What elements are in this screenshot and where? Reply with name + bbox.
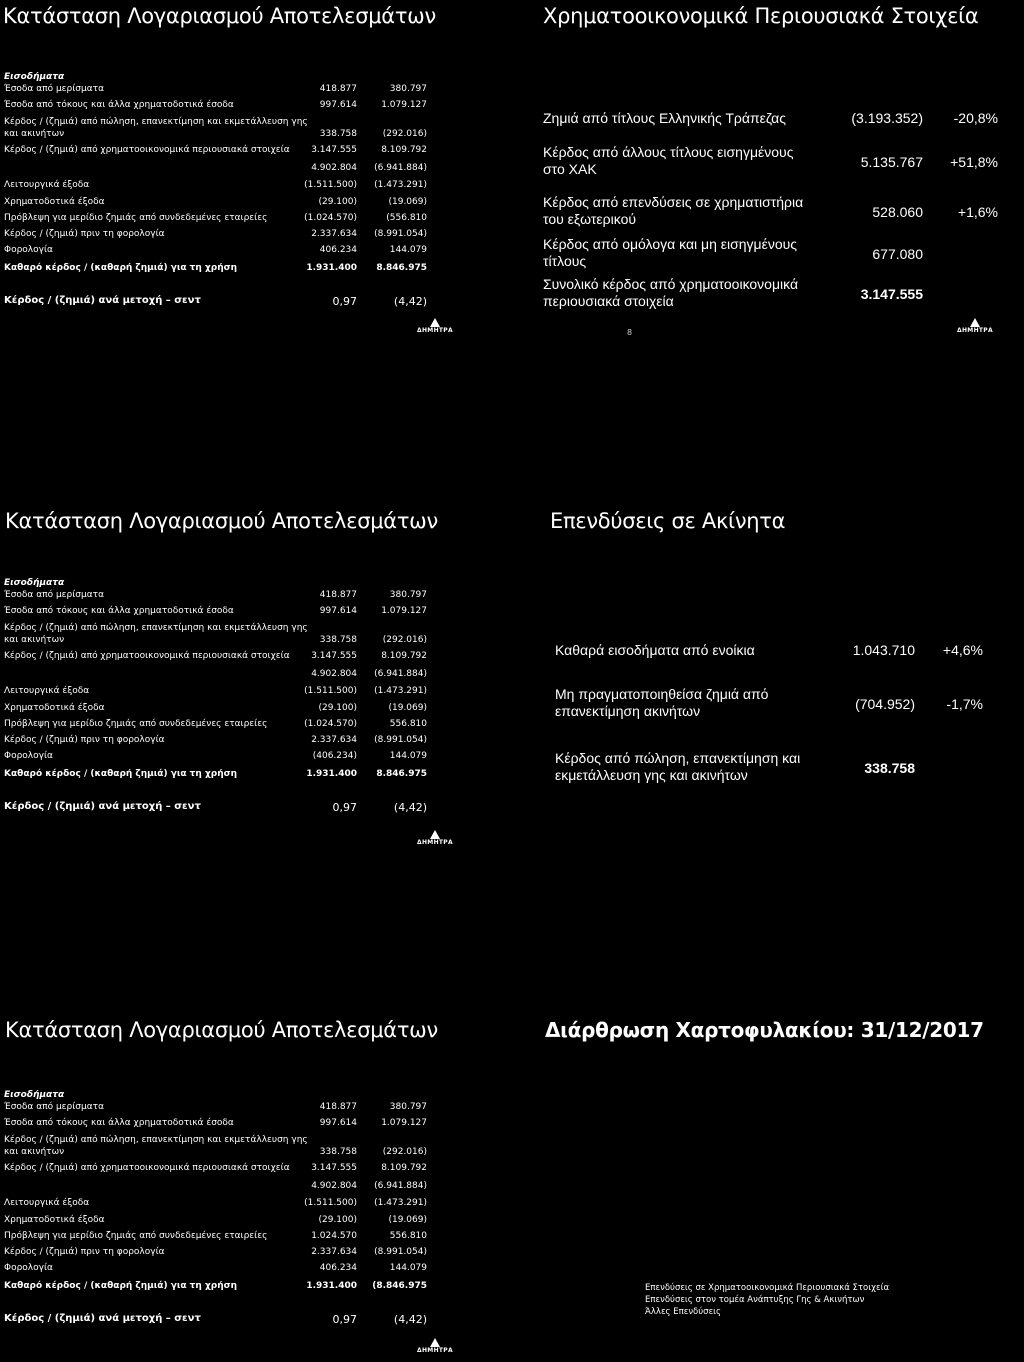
item-label: Κέρδος από επενδύσεις σε χρηματιστήρια του εξωτερικού bbox=[543, 194, 804, 227]
value-2016: (19.069) bbox=[388, 197, 427, 207]
item-label: Καθαρά εισοδήματα από ενοίκια bbox=[555, 642, 755, 658]
portfolio-legend bbox=[645, 1282, 1005, 1318]
value-2016: (4,42) bbox=[393, 1313, 427, 1326]
value-2016: 556.810 bbox=[389, 719, 427, 729]
value-2016: 380.797 bbox=[389, 84, 427, 94]
logo-triangle-icon bbox=[970, 318, 980, 327]
value-2016: (19.069) bbox=[388, 703, 427, 713]
value-2016: (292.016) bbox=[382, 129, 427, 139]
row-label: Έσοδα από μερίσματα bbox=[4, 590, 105, 600]
page-number: 8 bbox=[627, 328, 633, 337]
item-percent: +1,6% bbox=[957, 204, 998, 220]
row-label: Κέρδος / (ζημιά) ανά μετοχή – σεντ bbox=[4, 801, 201, 812]
value-2016: 8.109.792 bbox=[381, 651, 427, 661]
real-estate-list bbox=[555, 642, 1015, 792]
item-value: 338.758 bbox=[864, 760, 915, 776]
value-2017: (1.511.500) bbox=[304, 180, 357, 190]
logo-text: ΔΗΜΗΤΡΑ bbox=[417, 1347, 453, 1354]
row-label: Χρηματοδοτικά έξοδα bbox=[4, 197, 105, 207]
list-item bbox=[543, 194, 1013, 230]
legend-entry: Επενδύσεις σε Χρηματοοικονομικά Περιουσιακά Στοιχεία bbox=[645, 1283, 890, 1293]
row-label: Έσοδα από τόκους και άλλα χρηματοδοτικά έσοδα bbox=[4, 606, 234, 616]
value-2016: (6.941.884) bbox=[374, 669, 427, 679]
portfolio-structure-title: Διάρθρωση Χαρτοφυλακίου: 31/12/2017 bbox=[545, 1018, 984, 1042]
legend-entry: Άλλες Επενδύσεις bbox=[645, 1307, 722, 1317]
table-row bbox=[4, 1215, 434, 1227]
value-2017: 0,97 bbox=[332, 1313, 357, 1326]
row-label: Κέρδος / (ζημιά) ανά μετοχή – σεντ bbox=[4, 295, 201, 306]
income-statement-title-2: Κατάσταση Λογαριασμού Αποτελεσμάτων bbox=[5, 509, 438, 533]
row-label: Καθαρό κέρδος / (καθαρή ζημιά) για τη χρήση bbox=[4, 263, 238, 273]
row-label: Κέρδος / (ζημιά) από πώληση, επανεκτίμηση και εκμετάλλευση γης bbox=[4, 1135, 308, 1145]
item-label: Συνολικό κέρδος από χρηματοοικονομικά περιουσιακά στοιχεία bbox=[543, 276, 799, 309]
row-label: Κέρδος / (ζημιά) από χρηματοοικονομικά περιουσιακά στοιχεία bbox=[4, 1163, 290, 1173]
value-2016: (292.016) bbox=[382, 635, 427, 645]
value-2017: 406.234 bbox=[319, 245, 357, 255]
table-row bbox=[4, 100, 434, 112]
logo-triangle-icon bbox=[430, 318, 440, 327]
value-2017: 4.902.804 bbox=[311, 1181, 357, 1191]
row-label: Φορολογία bbox=[4, 1263, 53, 1273]
row-label: Πρόβλεψη για μερίδιο ζημιάς από συνδεδεμένες εταιρείες bbox=[4, 719, 268, 729]
value-2016: (8.846.975 bbox=[372, 1281, 427, 1291]
item-value: (3.193.352) bbox=[851, 110, 923, 126]
value-2016: 8.846.975 bbox=[376, 769, 427, 779]
value-2016: (8.991.054) bbox=[374, 1247, 427, 1257]
value-2017: 2.337.634 bbox=[311, 735, 357, 745]
value-2016: (1.473.291) bbox=[374, 1198, 427, 1208]
list-item bbox=[555, 642, 1015, 662]
value-2016: (19.069) bbox=[388, 1215, 427, 1225]
value-2017: 1.931.400 bbox=[306, 263, 357, 273]
item-label: Κέρδος από ομόλογα και μη εισηγμένους τίτλους bbox=[543, 236, 798, 269]
value-2017: (1.024.570) bbox=[304, 719, 357, 729]
value-2016: 1.079.127 bbox=[381, 1118, 427, 1128]
table-row bbox=[4, 245, 434, 257]
value-2017: 338.758 bbox=[319, 129, 357, 139]
row-label: Έσοδα από μερίσματα bbox=[4, 84, 105, 94]
table-row bbox=[4, 1147, 434, 1159]
value-2017: (29.100) bbox=[318, 197, 357, 207]
value-2016: 8.109.792 bbox=[381, 145, 427, 155]
value-2017: 1.931.400 bbox=[306, 769, 357, 779]
value-2016: 8.109.792 bbox=[381, 1163, 427, 1173]
value-2017: 3.147.555 bbox=[311, 145, 357, 155]
list-item bbox=[555, 686, 1015, 722]
value-2017: 338.758 bbox=[319, 1147, 357, 1157]
real-estate-title: Επενδύσεις σε Ακίνητα bbox=[550, 509, 786, 533]
income-statement-table-1 bbox=[4, 72, 474, 332]
row-label: Λειτουργικά έξοδα bbox=[4, 1198, 90, 1208]
table-row bbox=[4, 769, 434, 781]
dimitra-logo bbox=[415, 830, 455, 846]
value-2017: 2.337.634 bbox=[311, 1247, 357, 1257]
row-label: Κέρδος / (ζημιά) πριν τη φορολογία bbox=[4, 229, 165, 239]
item-value: 3.147.555 bbox=[860, 286, 923, 302]
table-row bbox=[4, 145, 434, 157]
value-2017: 418.877 bbox=[319, 590, 357, 600]
value-2016: 144.079 bbox=[389, 751, 427, 761]
row-label: Κέρδος / (ζημιά) πριν τη φορολογία bbox=[4, 1247, 165, 1257]
value-2016: 380.797 bbox=[389, 1102, 427, 1112]
logo-triangle-icon bbox=[430, 830, 440, 839]
value-2016: (6.941.884) bbox=[374, 1181, 427, 1191]
value-2017: 406.234 bbox=[319, 1263, 357, 1273]
item-label: Ζημιά από τίτλους Ελληνικής Τράπεζας bbox=[543, 110, 786, 126]
table-row bbox=[4, 84, 434, 96]
value-2017: (29.100) bbox=[318, 703, 357, 713]
row-label: Καθαρό κέρδος / (καθαρή ζημιά) για τη χρήση bbox=[4, 1281, 238, 1291]
value-2016: (1.473.291) bbox=[374, 686, 427, 696]
row-label: Κέρδος / (ζημιά) ανά μετοχή – σεντ bbox=[4, 1313, 201, 1324]
table-row bbox=[4, 1181, 434, 1193]
table-row bbox=[4, 623, 434, 635]
table-row bbox=[4, 129, 434, 141]
table-row bbox=[4, 590, 434, 602]
value-2016: 1.079.127 bbox=[381, 100, 427, 110]
list-item bbox=[543, 110, 1013, 130]
row-label: Φορολογία bbox=[4, 751, 53, 761]
value-2017: 4.902.804 bbox=[311, 669, 357, 679]
row-label: Κέρδος / (ζημιά) από χρηματοοικονομικά περιουσιακά στοιχεία bbox=[4, 651, 290, 661]
row-label: Χρηματοδοτικά έξοδα bbox=[4, 703, 105, 713]
item-label: Κέρδος από άλλους τίτλους εισηγμένους στο ΧΑΚ bbox=[543, 144, 794, 177]
table-row bbox=[4, 197, 434, 209]
table-row bbox=[4, 1198, 434, 1210]
value-2016: (8.991.054) bbox=[374, 735, 427, 745]
income-statement-table-3 bbox=[4, 1090, 474, 1350]
item-percent: -20,8% bbox=[953, 110, 998, 126]
row-label: Χρηματοδοτικά έξοδα bbox=[4, 1215, 105, 1225]
table-row bbox=[4, 751, 434, 763]
section-heading: Εισοδήματα bbox=[4, 1090, 65, 1100]
table-row bbox=[4, 735, 434, 747]
row-label: Κέρδος / (ζημιά) πριν τη φορολογία bbox=[4, 735, 165, 745]
value-2016: (556.810 bbox=[386, 213, 427, 223]
table-row bbox=[4, 669, 434, 681]
value-2016: (4,42) bbox=[393, 295, 427, 308]
value-2017: 3.147.555 bbox=[311, 651, 357, 661]
value-2017: 418.877 bbox=[319, 1102, 357, 1112]
item-value: 5.135.767 bbox=[860, 154, 923, 170]
table-row bbox=[4, 1313, 434, 1325]
row-label: Πρόβλεψη για μερίδιο ζημιάς από συνδεδεμένες εταιρείες bbox=[4, 1231, 268, 1241]
value-2017: (1.511.500) bbox=[304, 1198, 357, 1208]
legend-entry: Επενδύσεις στον τομέα Ανάπτυξης Γης & Ακινήτων bbox=[645, 1295, 865, 1305]
value-2016: 1.079.127 bbox=[381, 606, 427, 616]
item-value: 677.080 bbox=[872, 246, 923, 262]
table-row bbox=[4, 117, 434, 129]
logo-text: ΔΗΜΗΤΡΑ bbox=[417, 327, 453, 334]
value-2016: (6.941.884) bbox=[374, 163, 427, 173]
table-row bbox=[4, 1118, 434, 1130]
table-row bbox=[4, 719, 434, 731]
table-row bbox=[4, 1247, 434, 1259]
income-statement-title-1: Κατάσταση Λογαριασμού Αποτελεσμάτων bbox=[3, 4, 436, 28]
item-value: (704.952) bbox=[855, 696, 915, 712]
value-2017: 1.931.400 bbox=[306, 1281, 357, 1291]
row-label: Κέρδος / (ζημιά) από πώληση, επανεκτίμηση και εκμετάλλευση γης bbox=[4, 623, 308, 633]
value-2017: 0,97 bbox=[332, 295, 357, 308]
item-value: 1.043.710 bbox=[852, 642, 915, 658]
table-row bbox=[4, 1231, 434, 1243]
financial-assets-list bbox=[543, 110, 1013, 310]
list-item-total bbox=[543, 276, 1013, 312]
table-row bbox=[4, 1102, 434, 1114]
value-2017: 997.614 bbox=[319, 1118, 357, 1128]
income-statement-table-2 bbox=[4, 578, 474, 838]
section-heading: Εισοδήματα bbox=[4, 72, 65, 82]
table-row bbox=[4, 1163, 434, 1175]
item-label: Μη πραγματοποιηθείσα ζημιά από επανεκτίμηση ακινήτων bbox=[555, 686, 769, 719]
value-2016: 144.079 bbox=[389, 1263, 427, 1273]
row-label: Λειτουργικά έξοδα bbox=[4, 180, 90, 190]
item-label: Κέρδος από πώληση, επανεκτίμηση και εκμετάλλευση γης και ακινήτων bbox=[555, 750, 801, 783]
row-label: και ακινήτων bbox=[4, 129, 65, 139]
table-row bbox=[4, 606, 434, 618]
item-percent: +4,6% bbox=[942, 642, 983, 658]
value-2017: 338.758 bbox=[319, 635, 357, 645]
table-row bbox=[4, 1135, 434, 1147]
table-row bbox=[4, 295, 434, 307]
value-2016: (4,42) bbox=[393, 801, 427, 814]
row-label: και ακινήτων bbox=[4, 1147, 65, 1157]
table-row bbox=[4, 1263, 434, 1275]
value-2016: (292.016) bbox=[382, 1147, 427, 1157]
table-row bbox=[4, 686, 434, 698]
list-item bbox=[543, 144, 1013, 180]
value-2017: 0,97 bbox=[332, 801, 357, 814]
value-2017: (1.511.500) bbox=[304, 686, 357, 696]
section-heading: Εισοδήματα bbox=[4, 578, 65, 588]
logo-triangle-icon bbox=[430, 1338, 440, 1347]
value-2017: 1.024.570 bbox=[311, 1231, 357, 1241]
list-item-total bbox=[555, 750, 1015, 786]
value-2016: 144.079 bbox=[389, 245, 427, 255]
row-label: Κέρδος / (ζημιά) από πώληση, επανεκτίμηση και εκμετάλλευση γης bbox=[4, 117, 308, 127]
value-2017: 997.614 bbox=[319, 100, 357, 110]
income-statement-title-3: Κατάσταση Λογαριασμού Αποτελεσμάτων bbox=[5, 1018, 438, 1042]
item-percent: -1,7% bbox=[946, 696, 983, 712]
table-row bbox=[4, 163, 434, 175]
row-label: Φορολογία bbox=[4, 245, 53, 255]
value-2017: (406.234) bbox=[312, 751, 357, 761]
row-label: Έσοδα από μερίσματα bbox=[4, 1102, 105, 1112]
table-row bbox=[4, 1281, 434, 1293]
table-row bbox=[4, 180, 434, 192]
value-2016: 8.846.975 bbox=[376, 263, 427, 273]
table-row bbox=[4, 703, 434, 715]
row-label: Πρόβλεψη για μερίδιο ζημιάς από συνδεδεμένες εταιρείες bbox=[4, 213, 268, 223]
table-row bbox=[4, 801, 434, 813]
row-label: Έσοδα από τόκους και άλλα χρηματοδοτικά έσοδα bbox=[4, 100, 234, 110]
table-row bbox=[4, 635, 434, 647]
dimitra-logo bbox=[415, 318, 455, 334]
value-2017: (1.024.570) bbox=[304, 213, 357, 223]
value-2017: 3.147.555 bbox=[311, 1163, 357, 1173]
row-label: Λειτουργικά έξοδα bbox=[4, 686, 90, 696]
value-2017: 4.902.804 bbox=[311, 163, 357, 173]
logo-text: ΔΗΜΗΤΡΑ bbox=[957, 327, 993, 334]
value-2017: 2.337.634 bbox=[311, 229, 357, 239]
value-2016: (1.473.291) bbox=[374, 180, 427, 190]
row-label: Κέρδος / (ζημιά) από χρηματοοικονομικά περιουσιακά στοιχεία bbox=[4, 145, 290, 155]
table-row bbox=[4, 263, 434, 275]
dimitra-logo bbox=[415, 1338, 455, 1354]
table-row bbox=[4, 651, 434, 663]
item-percent: +51,8% bbox=[950, 154, 998, 170]
financial-assets-title: Χρηματοοικονομικά Περιουσιακά Στοιχεία bbox=[543, 4, 979, 28]
table-row bbox=[4, 213, 434, 225]
value-2017: (29.100) bbox=[318, 1215, 357, 1225]
value-2017: 418.877 bbox=[319, 84, 357, 94]
value-2017: 997.614 bbox=[319, 606, 357, 616]
list-item bbox=[543, 236, 1013, 272]
dimitra-logo bbox=[955, 318, 995, 334]
logo-text: ΔΗΜΗΤΡΑ bbox=[417, 839, 453, 846]
value-2016: 380.797 bbox=[389, 590, 427, 600]
row-label: Έσοδα από τόκους και άλλα χρηματοδοτικά έσοδα bbox=[4, 1118, 234, 1128]
row-label: Καθαρό κέρδος / (καθαρή ζημιά) για τη χρήση bbox=[4, 769, 238, 779]
row-label: και ακινήτων bbox=[4, 635, 65, 645]
value-2016: (8.991.054) bbox=[374, 229, 427, 239]
table-row bbox=[4, 229, 434, 241]
value-2016: 556.810 bbox=[389, 1231, 427, 1241]
item-value: 528.060 bbox=[872, 204, 923, 220]
